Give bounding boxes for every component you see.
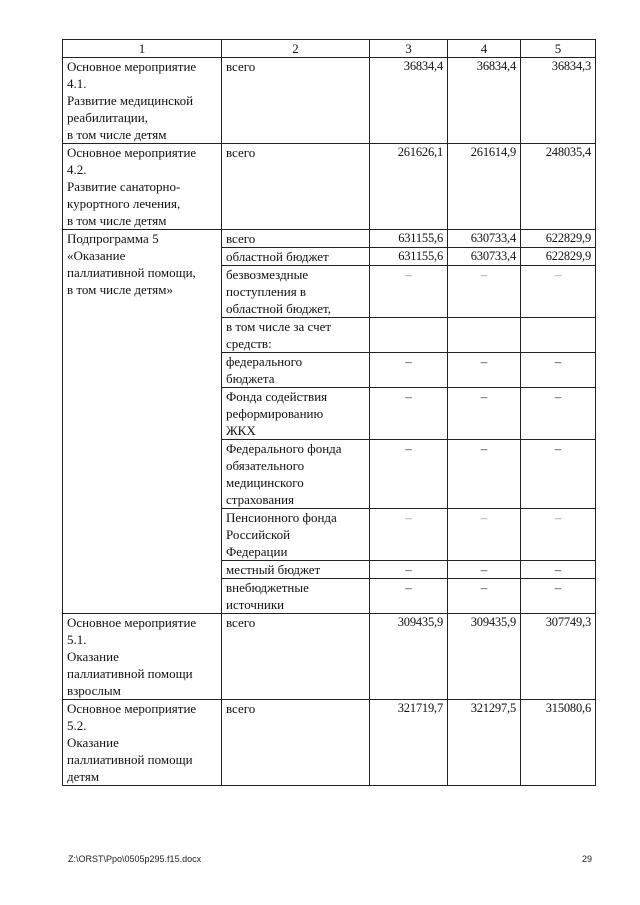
label-line: местный бюджет xyxy=(226,562,321,577)
value-col3: 36834,4 xyxy=(370,58,448,144)
value-col3: 321719,7 xyxy=(370,700,448,786)
value-col5: – xyxy=(521,388,596,440)
col-header-5: 5 xyxy=(521,40,596,58)
label-line: средств: xyxy=(226,336,272,351)
value-col4: 321297,5 xyxy=(448,700,521,786)
source-label xyxy=(222,318,370,353)
label-line: Пенсионного фонда xyxy=(226,510,337,525)
label-line: поступления в xyxy=(226,284,307,299)
label-line: областной бюджет xyxy=(226,249,329,264)
source-label xyxy=(222,353,370,388)
label-line: безвозмездные xyxy=(226,267,309,282)
name-line: в том числе детям xyxy=(67,213,167,228)
label-line: ЖКХ xyxy=(226,423,256,438)
name-line: Основное мероприятие xyxy=(67,615,197,630)
value-col4: – xyxy=(448,561,521,579)
source-label: всего xyxy=(222,700,370,786)
name-line: курортного лечения, xyxy=(67,196,181,211)
value-col5: – xyxy=(521,353,596,388)
measure-4-2-name xyxy=(63,144,222,230)
value-col4: – xyxy=(448,353,521,388)
value-col3: – xyxy=(370,266,448,318)
label-line: Федерации xyxy=(226,544,288,559)
source-label xyxy=(222,561,370,579)
table-row xyxy=(63,144,596,230)
value-col5: 315080,6 xyxy=(521,700,596,786)
header-row xyxy=(63,40,596,58)
label-line: всего xyxy=(226,231,256,246)
name-line: в том числе детям» xyxy=(67,282,173,297)
label-line: бюджета xyxy=(226,371,275,386)
value-col4: – xyxy=(448,440,521,509)
name-line: паллиативной помощи xyxy=(67,752,193,767)
value-col4: 630733,4 xyxy=(448,248,521,266)
col-header-3: 3 xyxy=(370,40,448,58)
table-row xyxy=(63,700,596,786)
value-col3: – xyxy=(370,353,448,388)
value-col3: – xyxy=(370,388,448,440)
label-line: обязательного xyxy=(226,458,305,473)
value-col4: – xyxy=(448,388,521,440)
subprogram-5-name xyxy=(63,230,222,614)
source-label xyxy=(222,388,370,440)
label-line: источники xyxy=(226,597,285,612)
value-col3: – xyxy=(370,509,448,561)
label-line: Фонда содействия xyxy=(226,389,328,404)
value-col3 xyxy=(370,318,448,353)
name-line: Основное мероприятие xyxy=(67,145,197,160)
value-col5: – xyxy=(521,509,596,561)
label-line: федерального xyxy=(226,354,303,369)
name-line: Развитие медицинской xyxy=(67,93,194,108)
source-label xyxy=(222,579,370,614)
value-col4: 36834,4 xyxy=(448,58,521,144)
col-header-4: 4 xyxy=(448,40,521,58)
label-line: страхования xyxy=(226,492,295,507)
value-col5 xyxy=(521,318,596,353)
name-line: 5.1. xyxy=(67,632,87,647)
table-row xyxy=(63,614,596,700)
source-label xyxy=(222,440,370,509)
name-line: Оказание xyxy=(67,649,119,664)
value-col5: 307749,3 xyxy=(521,614,596,700)
table-row xyxy=(63,230,596,248)
source-label: всего xyxy=(222,58,370,144)
value-col3: – xyxy=(370,561,448,579)
value-col4 xyxy=(448,318,521,353)
value-col3: 631155,6 xyxy=(370,248,448,266)
label-line: областной бюджет, xyxy=(226,301,331,316)
value-col4: – xyxy=(448,579,521,614)
value-col5: 248035,4 xyxy=(521,144,596,230)
value-col5: 622829,9 xyxy=(521,248,596,266)
value-col5: 622829,9 xyxy=(521,230,596,248)
value-col5: – xyxy=(521,579,596,614)
source-label xyxy=(222,509,370,561)
value-col3: – xyxy=(370,579,448,614)
measure-5-2-name xyxy=(63,700,222,786)
label-line: медицинского xyxy=(226,475,304,490)
name-line: Основное мероприятие xyxy=(67,701,197,716)
value-col3: 261626,1 xyxy=(370,144,448,230)
source-label xyxy=(222,266,370,318)
source-label: всего xyxy=(222,614,370,700)
footer-file-path: Z:\ORST\Ppo\0505p295.f15.docx xyxy=(68,854,202,864)
value-col5: – xyxy=(521,561,596,579)
value-col3: – xyxy=(370,440,448,509)
name-line: взрослым xyxy=(67,683,121,698)
value-col4: 261614,9 xyxy=(448,144,521,230)
page-number: 29 xyxy=(581,854,592,864)
value-col3: 631155,6 xyxy=(370,230,448,248)
source-label xyxy=(222,248,370,266)
name-line: в том числе детям xyxy=(67,127,167,142)
name-line: детям xyxy=(67,769,100,784)
name-line: паллиативной помощи xyxy=(67,666,193,681)
value-col5: – xyxy=(521,440,596,509)
measure-5-1-name xyxy=(63,614,222,700)
label-line: Федерального фонда xyxy=(226,441,342,456)
name-line: Основное мероприятие xyxy=(67,59,197,74)
value-col4: – xyxy=(448,509,521,561)
label-line: внебюджетные xyxy=(226,580,309,595)
name-line: Развитие санаторно- xyxy=(67,179,181,194)
source-label: всего xyxy=(222,144,370,230)
name-line: 4.1. xyxy=(67,76,87,91)
value-col5: 36834,3 xyxy=(521,58,596,144)
name-line: «Оказание xyxy=(67,248,126,263)
col-header-1: 1 xyxy=(63,40,222,58)
col-header-2: 2 xyxy=(222,40,370,58)
label-line: реформированию xyxy=(226,406,324,421)
value-col4: 309435,9 xyxy=(448,614,521,700)
name-line: Оказание xyxy=(67,735,119,750)
budget-table xyxy=(62,39,596,786)
value-col5: – xyxy=(521,266,596,318)
label-line: в том числе за счет xyxy=(226,319,332,334)
label-line: Российской xyxy=(226,527,291,542)
measure-4-1-name xyxy=(63,58,222,144)
name-line: 4.2. xyxy=(67,162,87,177)
table-row xyxy=(63,58,596,144)
value-col4: 630733,4 xyxy=(448,230,521,248)
value-col3: 309435,9 xyxy=(370,614,448,700)
name-line: 5.2. xyxy=(67,718,87,733)
name-line: Подпрограмма 5 xyxy=(67,231,159,246)
name-line: реабилитации, xyxy=(67,110,148,125)
value-col4: – xyxy=(448,266,521,318)
name-line: паллиативной помощи, xyxy=(67,265,196,280)
source-label xyxy=(222,230,370,248)
